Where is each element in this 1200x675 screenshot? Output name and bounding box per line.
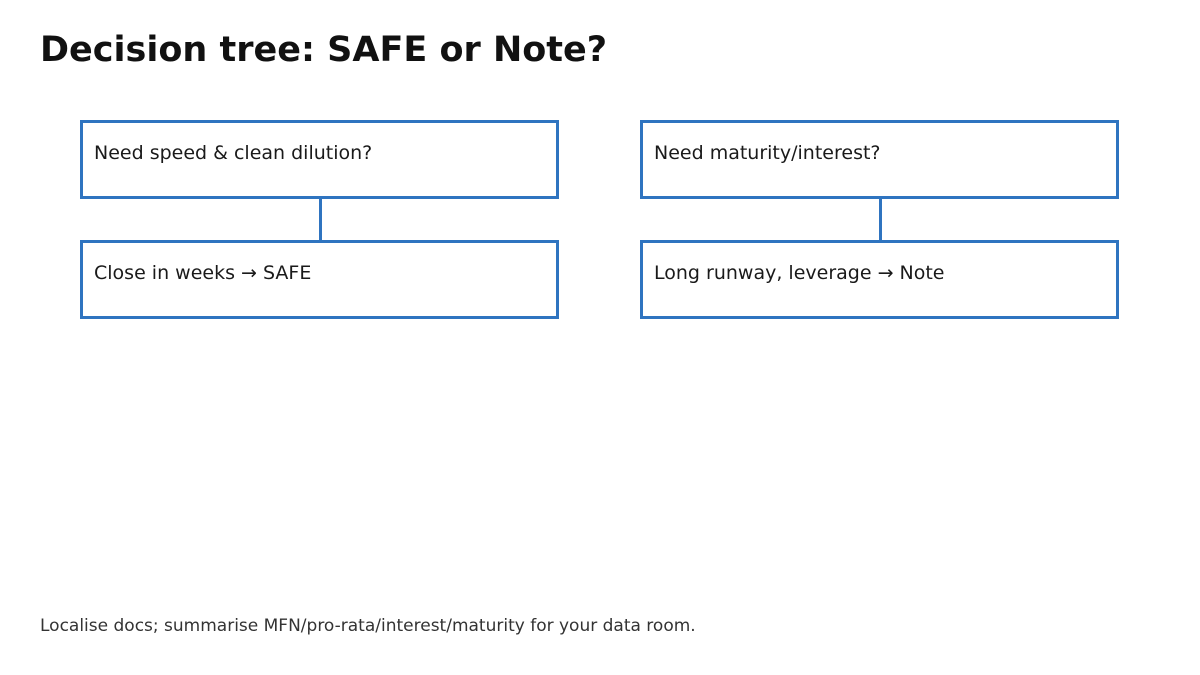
page-title: Decision tree: SAFE or Note? [40, 30, 608, 70]
question-node-speed: Need speed & clean dilution? [80, 120, 559, 199]
connector-line-maturity [879, 199, 882, 242]
connector-line-speed [319, 199, 322, 242]
question-node-maturity: Need maturity/interest? [640, 120, 1119, 199]
outcome-node-safe: Close in weeks → SAFE [80, 240, 559, 319]
footer-note: Localise docs; summarise MFN/pro-rata/interest/maturity for your data room. [40, 616, 696, 636]
outcome-node-note: Long runway, leverage → Note [640, 240, 1119, 319]
